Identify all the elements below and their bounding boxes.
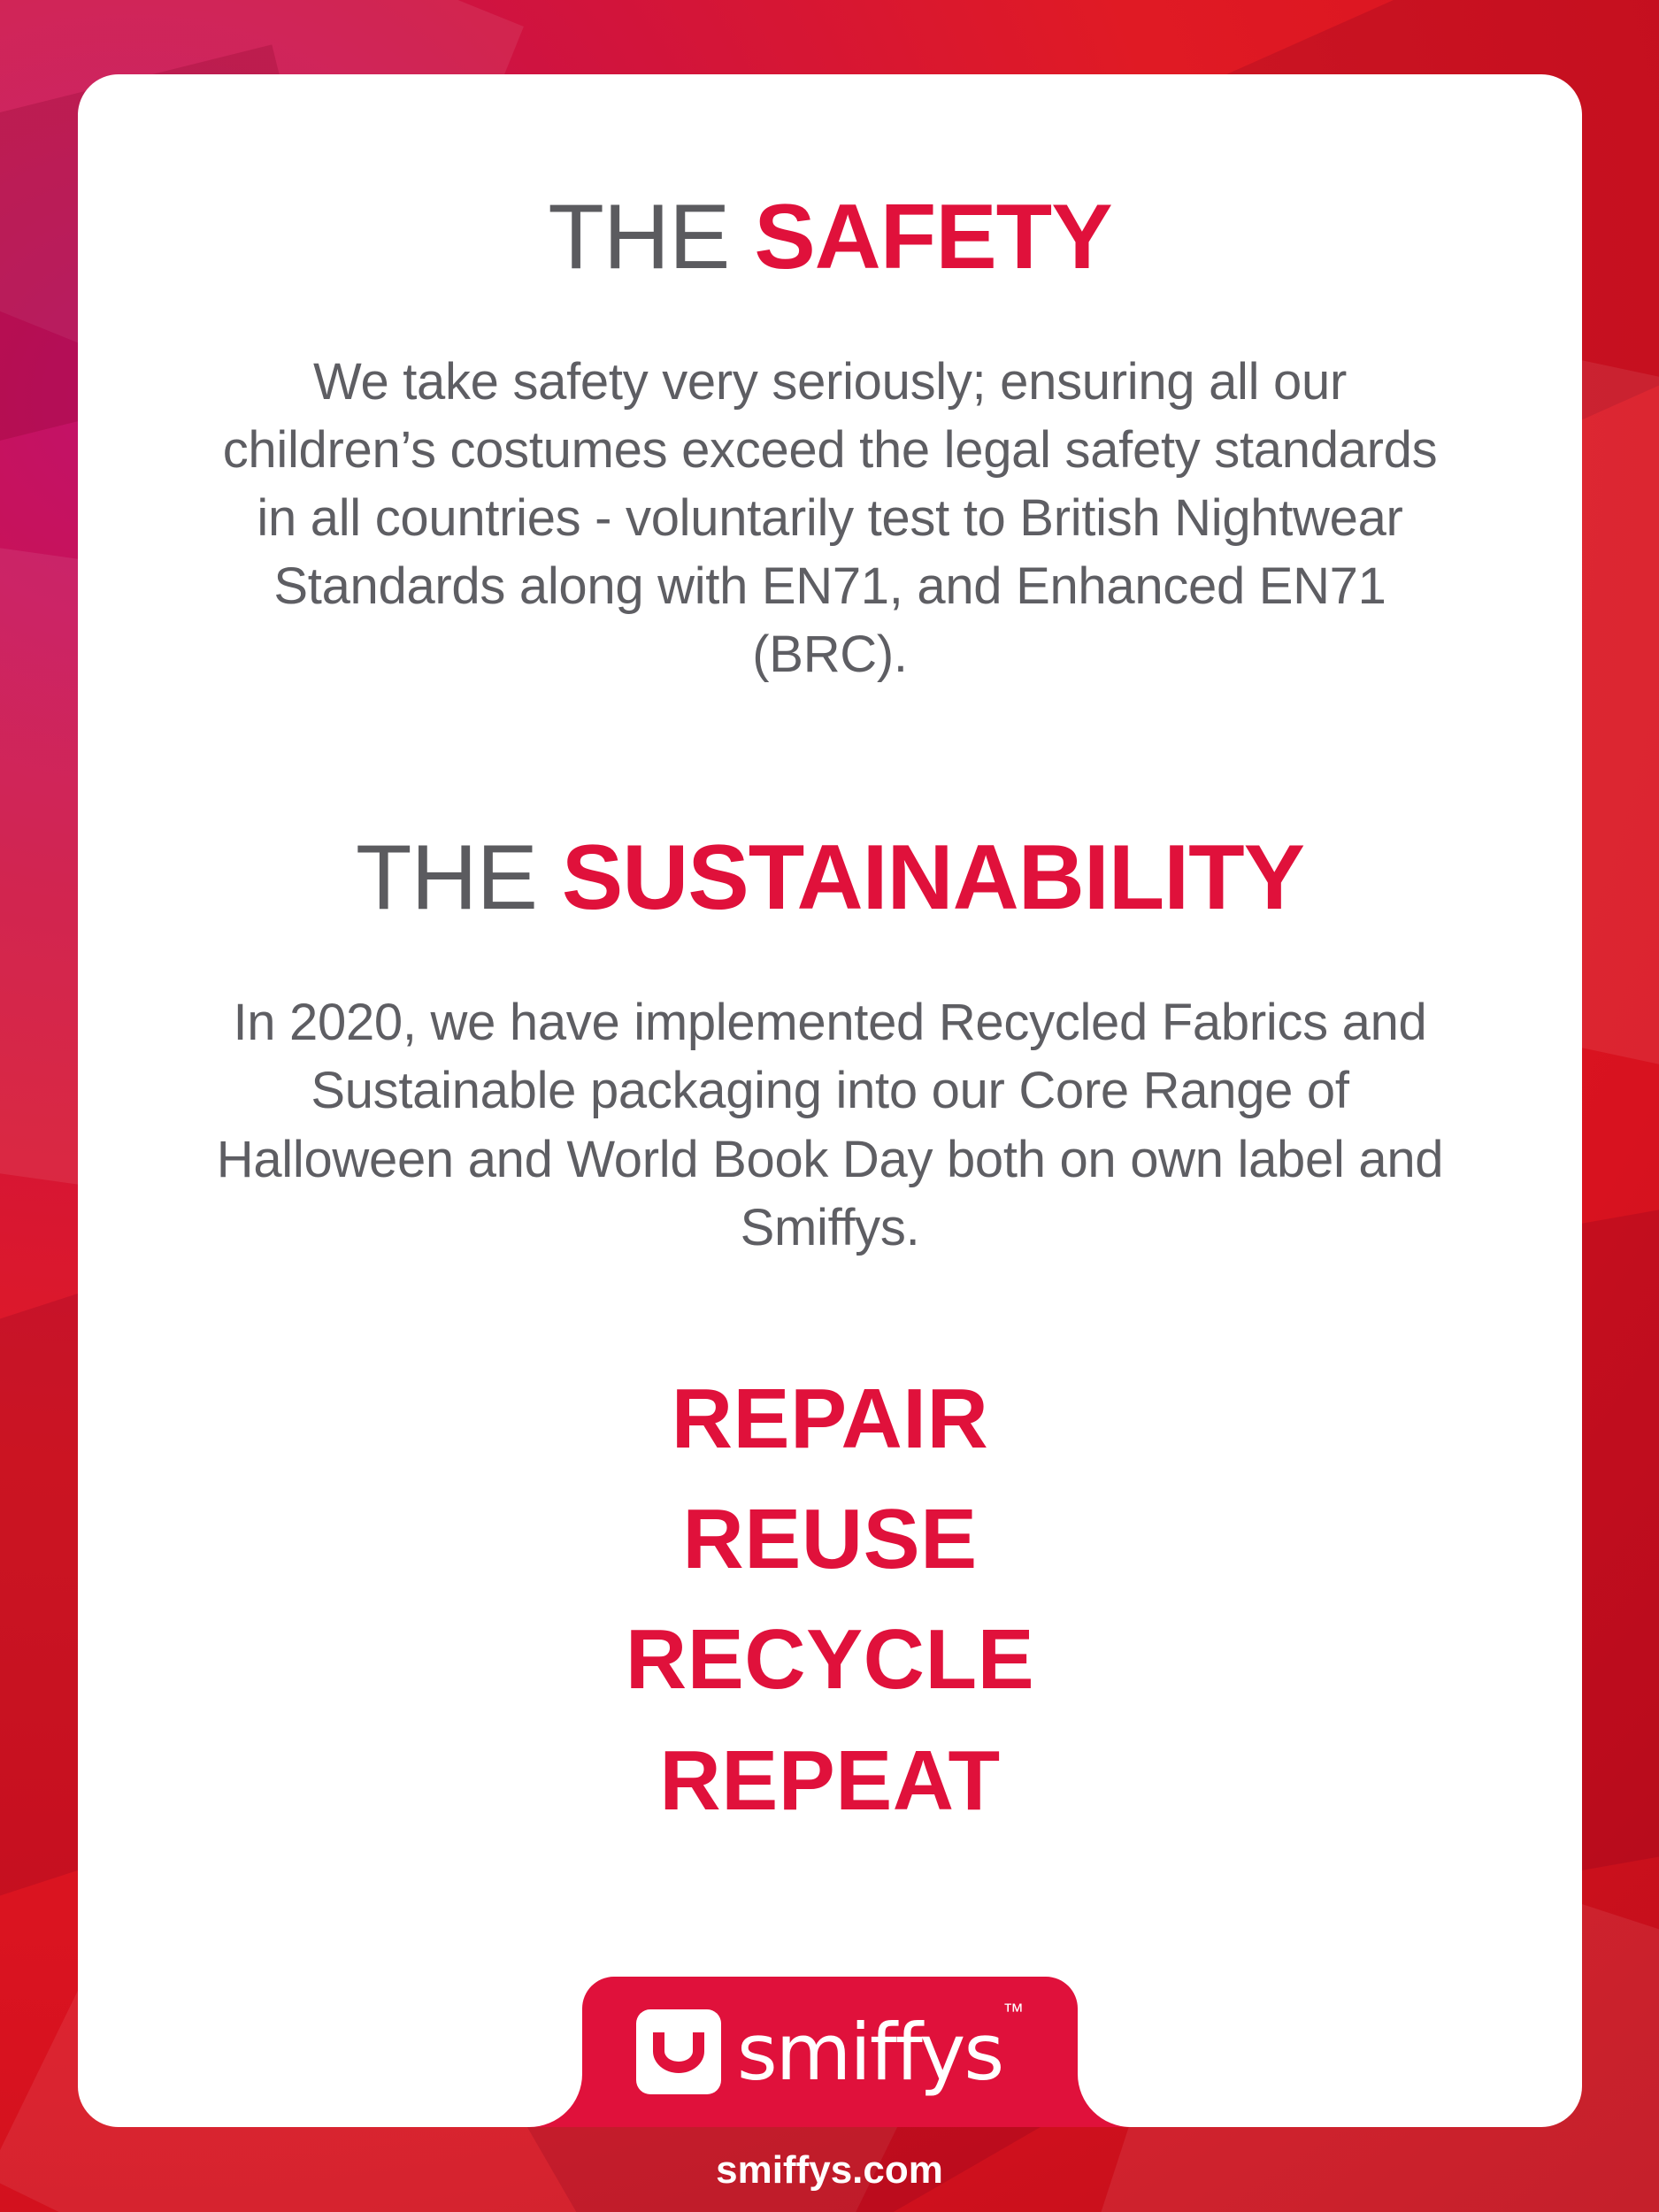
sustainability-heading-accent: SUSTAINABILITY: [561, 826, 1305, 930]
sustainability-heading: [166, 826, 1494, 930]
slogan-line-recycle: RECYCLE: [625, 1612, 1035, 1708]
sustainability-heading-prefix: THE: [355, 826, 562, 930]
trademark-symbol: ™: [1002, 2000, 1025, 2024]
tab-notch-right-icon: [1078, 2074, 1131, 2127]
website-url[interactable]: smiffys.com: [716, 2148, 943, 2192]
smiffys-wordmark: smiffys: [736, 2006, 1003, 2098]
safety-body-text: We take safety very seriously; ensuring all our children’s costumes exceed the legal safety standards in all countries - voluntarily test to British Nightwear Standards along with EN71, and Enhanced EN71 (BRC).: [222, 352, 1438, 684]
smiffys-logo-tab: [582, 1977, 1078, 2127]
safety-heading-accent: SAFETY: [754, 186, 1112, 288]
slogan-block: [166, 1359, 1494, 1841]
smile-shape-icon: [653, 2032, 704, 2073]
slogan-line-repair: REPAIR: [671, 1371, 989, 1466]
section-spacer: [166, 688, 1494, 830]
sustainability-body-text: In 2020, we have implemented Recycled Fabrics and Sustainable packaging into our Core Range of Halloween and World Book Day both on own label and Smiffys.: [216, 994, 1444, 1256]
smiffys-smile-icon: [636, 2009, 721, 2094]
tab-notch-left-icon: [529, 2074, 582, 2127]
content-card: [78, 74, 1582, 2127]
slogan-line-repeat: REPEAT: [659, 1732, 1001, 1828]
slogan-line-reuse: REUSE: [682, 1492, 978, 1587]
footer: [78, 1950, 1582, 2127]
safety-heading-prefix: THE: [548, 186, 755, 288]
safety-heading: [166, 186, 1494, 288]
